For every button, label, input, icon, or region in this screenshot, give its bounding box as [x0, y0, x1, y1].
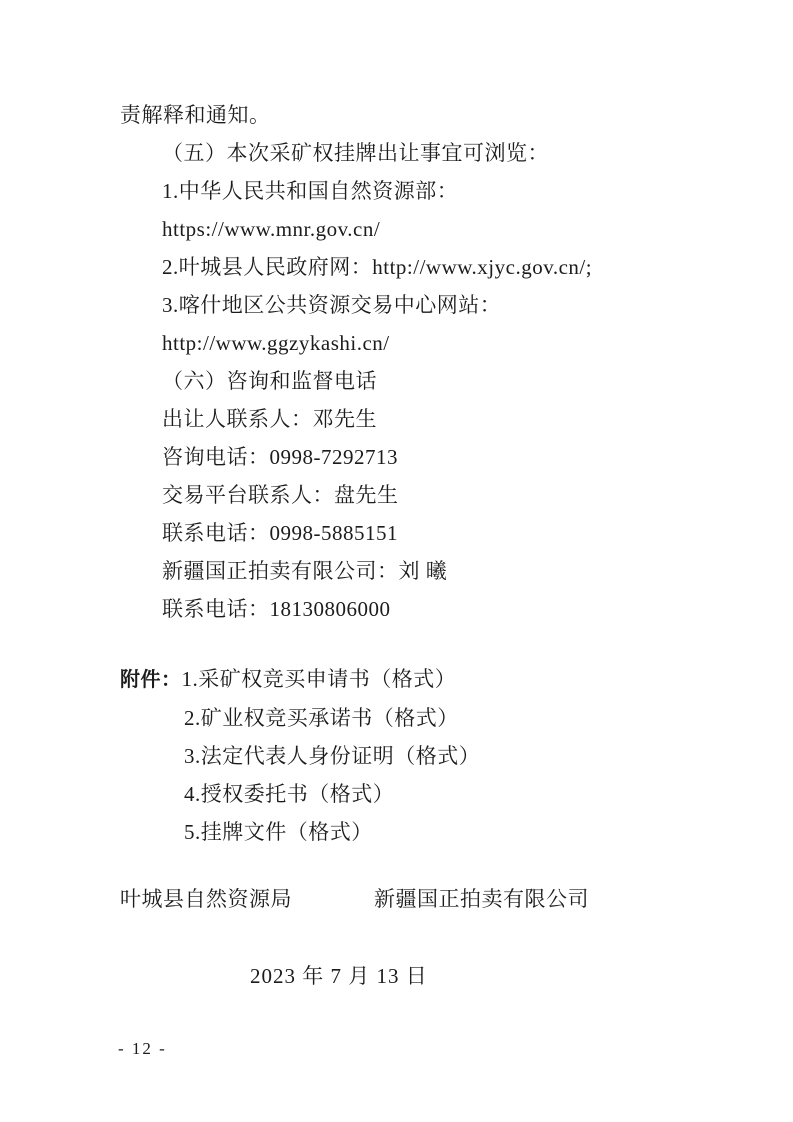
- page-number: - 12 -: [118, 1039, 167, 1058]
- contact-person-line: 交易平台联系人：盘先生: [162, 483, 399, 507]
- signature-left: 叶城县自然资源局: [120, 887, 292, 911]
- blank-space: [120, 851, 700, 880]
- attachments-label: 附件：: [120, 669, 182, 691]
- attachments-heading: [120, 660, 700, 699]
- body-line: 1.中华人民共和国自然资源部：: [162, 179, 459, 203]
- body-line-section-6: （六）咨询和监督电话: [162, 369, 377, 393]
- blank-space: [120, 628, 700, 660]
- body-line-section-5: （五）本次采矿权挂牌出让事宜可浏览：: [162, 141, 549, 165]
- contact-person-line: 新疆国正拍卖有限公司：刘 曦: [162, 559, 448, 583]
- body-line: 3.喀什地区公共资源交易中心网站：: [162, 293, 502, 317]
- date-line: 2023 年 7 月 13 日: [250, 964, 428, 988]
- url-text-mnr: https://www.mnr.gov.cn/: [162, 217, 381, 241]
- body-line: 责解释和通知。: [120, 103, 271, 127]
- signature-line: [120, 880, 700, 918]
- signature-right: 新疆国正拍卖有限公司: [374, 887, 589, 911]
- attachment-item: 4.授权委托书（格式）: [184, 782, 395, 806]
- phone-line: 联系电话：18130806000: [162, 597, 391, 621]
- document-body: [120, 96, 700, 995]
- phone-line: 咨询电话：0998-7292713: [162, 445, 398, 469]
- url-text-xjyc: 2.叶城县人民政府网：http://www.xjyc.gov.cn/;: [162, 255, 593, 279]
- attachment-item: 2.矿业权竞买承诺书（格式）: [184, 706, 459, 730]
- attachment-item: 3.法定代表人身份证明（格式）: [184, 744, 481, 768]
- contact-person-line: 出让人联系人：邓先生: [162, 407, 377, 431]
- attachment-item: 5.挂牌文件（格式）: [184, 820, 373, 844]
- blank-space: [120, 918, 700, 957]
- phone-line: 联系电话：0998-5885151: [162, 521, 398, 545]
- url-text-ggzykashi: http://www.ggzykashi.cn/: [162, 331, 390, 355]
- attachment-item: 1.采矿权竞买申请书（格式）: [181, 667, 457, 691]
